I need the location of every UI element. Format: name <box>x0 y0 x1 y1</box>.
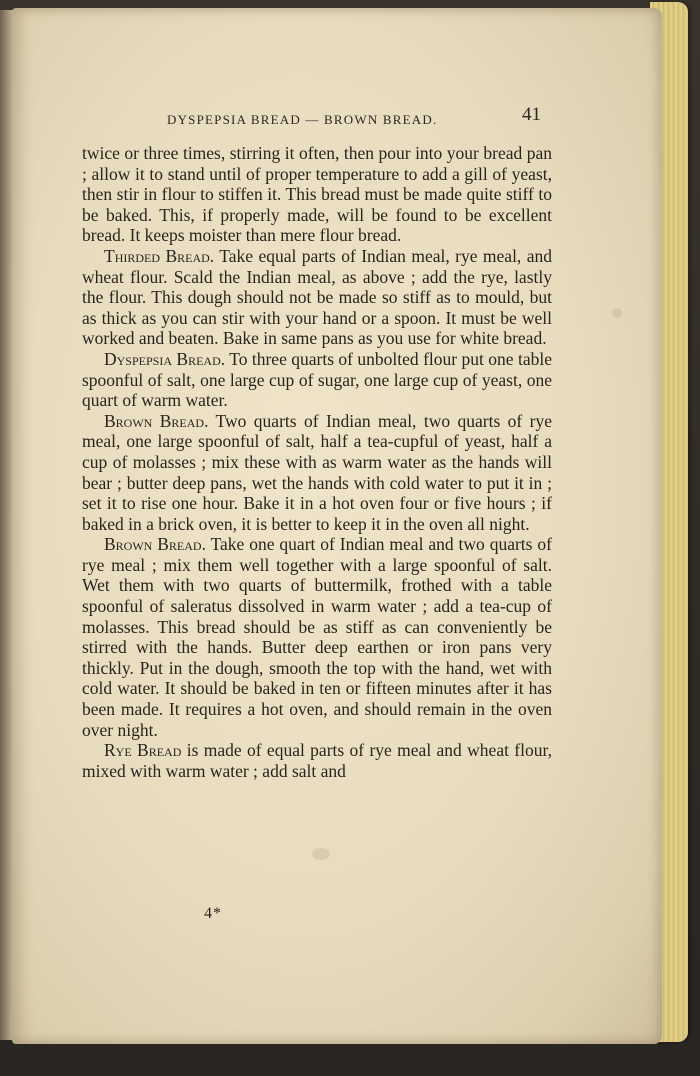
paragraph-text: Take one quart of Indian meal and two quarts of rye meal ; mix them well together with a large spoonful of salt. Wet them with two quarts of buttermilk, frothed with a table spoonful of saleratus dissolved in warm water ; add a tea-cup of molasses. This bread should be as stiff as can conveniently be stirred with the hands. Butter deep earthen or iron pans very thickly. Put in the dough, smooth the top with the hand, wet with cold water. It should be baked in ten or fifteen minutes after it has been made. It requires a hot oven, and should remain in the oven over night. <box>82 534 552 740</box>
paragraph <box>82 411 552 535</box>
paragraph <box>82 534 552 740</box>
paragraph-text: is made of equal parts of rye meal and wheat flour, mixed with warm water ; add salt and <box>82 740 552 781</box>
signature-mark: 4* <box>204 905 222 922</box>
running-head: DYSPEPSIA BREAD — BROWN BREAD. <box>167 112 438 127</box>
body-text <box>82 143 552 781</box>
paragraph <box>82 246 552 349</box>
paragraph <box>82 349 552 411</box>
page-header <box>150 104 550 132</box>
paragraph <box>82 143 552 246</box>
paragraph-text: twice or three times, stirring it often, then pour into your bread pan ; allow it to stand until of proper temperature to add a gill of yeast, then stir in flour to stiffen it. This bread must be made quite stiff to be baked. This, if properly made, will be found to be excellent bread. It keeps moister than mere flour bread. <box>82 143 552 246</box>
recipe-heading: Brown Bread. <box>104 534 206 555</box>
paragraph-text: Two quarts of Indian meal, two quarts of rye meal, one large spoonful of salt, half a tea-cupful of yeast, half a cup of molasses ; mix these with as warm water as the hands will bear ; butter deep pans, wet the hands with cold water to put it in ; set it to rise one hour. Bake it in a hot oven four or five hours ; if baked in a brick oven, it is better to keep it in the oven all night. <box>82 410 552 534</box>
paragraph <box>82 740 552 781</box>
paper-stain <box>312 848 330 860</box>
paper-stain <box>612 308 622 318</box>
page-number: 41 <box>522 104 541 125</box>
recipe-heading: Dyspepsia Bread. <box>104 348 226 369</box>
paragraph-text: To three quarts of unbolted flour put one table spoonful of salt, one large cup of sugar, one large cup of yeast, one quart of warm water. <box>82 348 552 411</box>
paragraph-text: Take equal parts of Indian meal, rye meal, and wheat flour. Scald the Indian meal, as above ; add the rye, lastly the flour. This dough should not be made so stiff as to mould, but as thick as you can stir with your hand or a spoon. It must be well worked and beaten. Bake in same pans as you use for white bread. <box>82 245 552 349</box>
recipe-heading: Brown Bread. <box>104 410 209 431</box>
recipe-heading: Rye Bread <box>104 740 182 761</box>
recipe-heading: Thirded Bread. <box>104 245 215 266</box>
